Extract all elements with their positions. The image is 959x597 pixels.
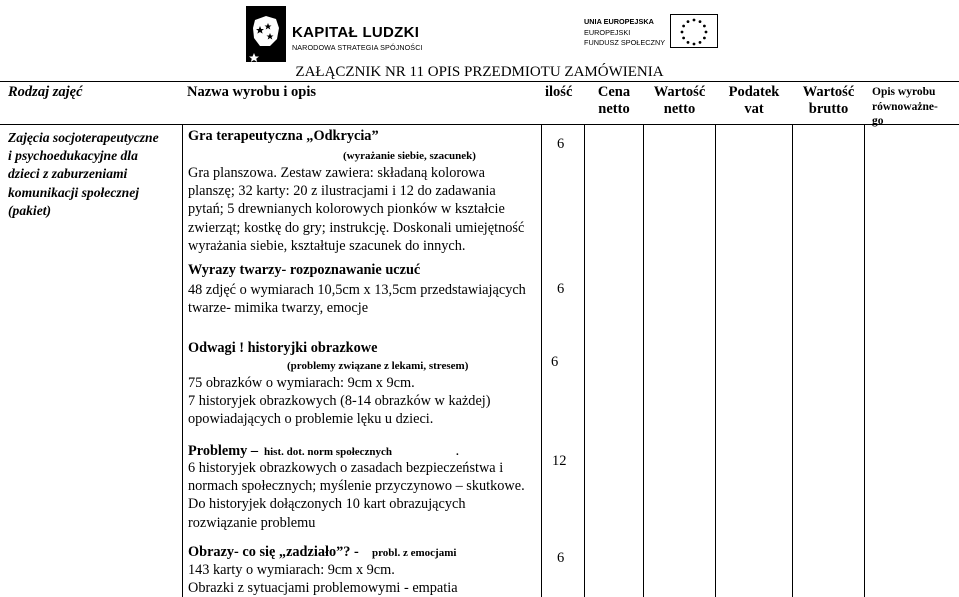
product-description xyxy=(188,459,525,532)
column-divider xyxy=(182,124,183,597)
header-category: Rodzaj zajęć xyxy=(8,84,83,100)
description-line: 48 zdjęć o wymiarach 10,5cm x 13,5cm przedstawiających xyxy=(188,282,526,298)
column-divider xyxy=(792,124,793,597)
header-value-net-line2: netto xyxy=(663,101,696,117)
product-title: Odwagi ! historyjki obrazkowe xyxy=(188,340,378,356)
eu-line-2: EUROPEJSKI xyxy=(584,28,631,37)
description-line: twarze- mimika twarzy, emocje xyxy=(188,300,369,317)
category-line: (pakiet) xyxy=(8,202,52,218)
description-line: opowiadających o problemie lęku u dzieci. xyxy=(188,411,434,428)
header-value-gross-line2: brutto xyxy=(808,101,849,117)
column-divider xyxy=(541,124,542,597)
description-line: wyrażania siebie, kształtuje szacunek do innych. xyxy=(188,237,466,254)
header-vat-line2: vat xyxy=(744,101,764,117)
category-cell xyxy=(8,129,180,220)
product-note: hist. dot. norm społecznych xyxy=(264,446,393,458)
product-qty: 6 xyxy=(551,354,559,370)
header-equiv-line2: równoważne- xyxy=(872,101,938,113)
product-title: Problemy – xyxy=(188,443,259,459)
header-value-gross-line1: Wartość xyxy=(802,84,855,100)
product-title: Wyrazy twarzy- rozpoznawanie uczuć xyxy=(188,262,421,278)
product-note: (wyrażanie siebie, szacunek) xyxy=(343,150,476,162)
product-description xyxy=(188,281,526,317)
description-line: 143 karty o wymiarach: 9cm x 9cm. xyxy=(188,562,395,578)
description-line: Obrazki z sytuacjami problemowymi - empatia xyxy=(188,580,458,597)
product-description xyxy=(188,561,458,597)
description-line: 6 historyjek obrazkowych o zasadach bezpieczeństwa i xyxy=(188,460,504,476)
header-name: Nazwa wyrobu i opis xyxy=(187,84,317,100)
description-line: 7 historyjek obrazkowych (8-14 obrazków w każdej) xyxy=(188,393,491,410)
document-title: ZAŁĄCZNIK NR 11 OPIS PRZEDMIOTU ZAMÓWIENIA xyxy=(295,64,664,80)
kapital-ludzki-logo xyxy=(246,6,423,62)
description-line: planszę; 32 karty: 20 z ilustracjami i 12 do zadawania xyxy=(188,183,496,200)
description-line: pytań; 5 drewnianych kolorowych pionków w kształcie xyxy=(188,201,505,218)
header-price-line1: Cena xyxy=(597,84,631,100)
description-line: 75 obrazków o wymiarach: 9cm x 9cm. xyxy=(188,375,415,391)
product-qty: 12 xyxy=(552,453,567,469)
product-qty: 6 xyxy=(557,136,565,152)
column-divider xyxy=(864,124,865,597)
eu-flag-icon xyxy=(670,14,718,48)
header-qty: ilość xyxy=(545,84,573,100)
category-line: komunikacji społecznej xyxy=(8,184,140,200)
description-line: rozwiązanie problemu xyxy=(188,514,316,531)
kapital-ludzki-title: KAPITAŁ LUDZKI xyxy=(292,24,420,41)
header-value-net-line1: Wartość xyxy=(653,84,706,100)
description-line: Gra planszowa. Zestaw zawiera: składaną kolorowa xyxy=(188,165,485,181)
column-divider xyxy=(584,124,585,597)
product-qty: 6 xyxy=(557,550,565,566)
category-line: dzieci z zaburzeniami xyxy=(8,166,128,182)
column-divider xyxy=(643,124,644,597)
product-note: probl. z emocjami xyxy=(372,547,457,559)
description-line: zwierząt; kostkę do gry; instrukcję. Doskonali umiejętność xyxy=(188,219,525,236)
category-line: i psychoedukacyjne dla xyxy=(8,148,138,164)
table-top-rule xyxy=(0,81,959,82)
header-price-line2: netto xyxy=(598,101,630,117)
product-note: (problemy związane z lekami, stresem) xyxy=(287,360,469,372)
category-line: Zajęcia socjoterapeutyczne xyxy=(8,130,159,145)
description-line: Do historyjek dołączonych 10 kart obrazujących xyxy=(188,496,466,513)
product-title: Gra terapeutyczna „Odkrycia” xyxy=(188,128,379,144)
kapital-ludzki-subtitle: NARODOWA STRATEGIA SPÓJNOŚCI xyxy=(292,43,423,52)
header-equiv-line1: Opis wyrobu xyxy=(872,86,936,98)
header-vat-line1: Podatek xyxy=(728,84,780,100)
column-divider xyxy=(715,124,716,597)
product-note-tail: . xyxy=(456,446,459,458)
product-description xyxy=(188,164,524,255)
product-qty: 6 xyxy=(557,281,565,297)
eu-line-1: UNIA EUROPEJSKA xyxy=(584,17,654,26)
eu-line-3: FUNDUSZ SPOŁECZNY xyxy=(584,38,666,47)
product-description xyxy=(188,374,491,429)
poland-map-stars-icon xyxy=(246,6,286,62)
description-line: normach społecznych; myślenie przyczynowo – skutkowe. xyxy=(188,478,525,495)
header-equiv-line3: go xyxy=(872,115,884,127)
header-bottom-rule xyxy=(0,124,959,125)
product-title: Obrazy- co się „zadziało”? - xyxy=(188,544,359,560)
